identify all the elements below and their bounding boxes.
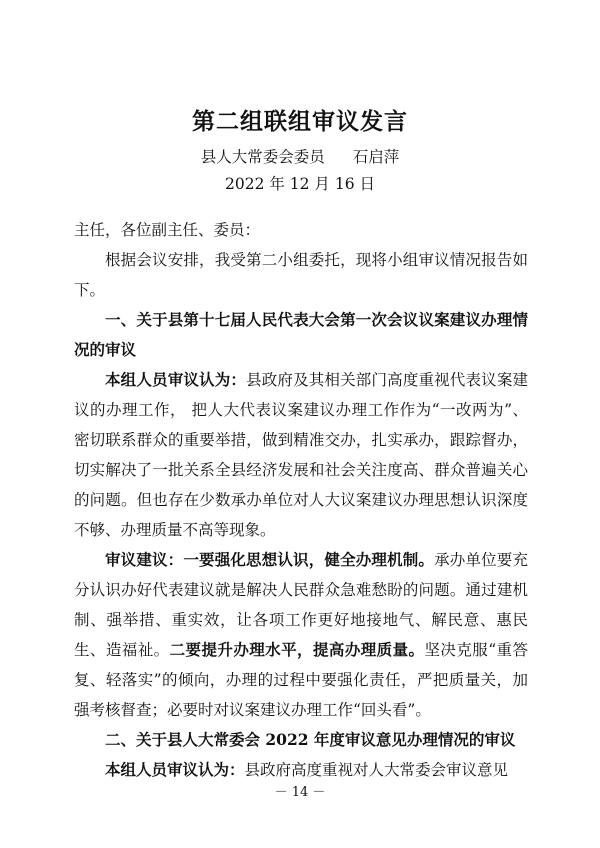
author-name: 石启萍 bbox=[352, 148, 400, 166]
paragraph-2-lead: 审议建议： bbox=[105, 550, 184, 569]
section-2-heading: 二、关于县人大常委会 2022 年度审议意见办理情况的审议 bbox=[105, 730, 516, 749]
author-role: 县人大常委会委员 bbox=[200, 148, 325, 166]
paragraph-3-lead: 本组人员审议认为： bbox=[105, 760, 245, 779]
document-date: 2022 年 12 月 16 日 bbox=[224, 175, 376, 193]
paragraph-2-bold-2: 二要提升办理水平，提高办理质量。 bbox=[169, 640, 425, 659]
section-1-heading: 一、关于县第十七届人民代表大会第一次会议议案建议办理情况的审议 bbox=[74, 310, 528, 359]
paragraph-2-text-1: 承办单位要充分认识办好代表建议就是解决人民群众急难愁盼的问题。通过建机制、强举措、重实效，让各项工作更好地接地气、解民意、惠民生、造福祉。 bbox=[74, 551, 528, 659]
document-body bbox=[74, 215, 528, 785]
paragraph-3-text: 县政府高度重视对人大常委会审议意见 bbox=[244, 761, 509, 779]
document-title: 第二组联组审议发言 bbox=[192, 108, 408, 135]
paragraph-2-text-2: 坚决克服“重答复、轻落实”的倾向，办理的过程中要强化责任，严把质量关，加强考核督查；必要时对议案建议办理工作“回头看”。 bbox=[74, 641, 528, 719]
paragraph-1-lead: 本组人员审议认为： bbox=[105, 370, 247, 389]
paragraph-1 bbox=[74, 365, 528, 545]
paragraph-2 bbox=[74, 545, 528, 725]
author-line bbox=[0, 145, 600, 167]
paragraph-1-text: 县政府及其相关部门高度重视代表议案建议的办理工作， 把人大代表议案建议办理工作作为“一改两为”、密切联系群众的重要举措，做到精准交办，扎实承办，跟踪督办，切实解决了一批关系全县经济发展和社会关注度高、群众普遍关心的问题。但也存在少数承办单位对人大议案建议办理思想认识深度不够、办理质量不高等现象。 bbox=[74, 371, 528, 539]
intro-paragraph: 根据会议安排，我受第二小组委托，现将小组审议情况报告如下。 bbox=[74, 251, 528, 299]
salutation: 主任，各位副主任、委员： bbox=[74, 221, 261, 239]
paragraph-2-bold-1: 一要强化思想认识，健全办理机制。 bbox=[183, 550, 435, 569]
page-number: － 14 － bbox=[274, 785, 326, 800]
